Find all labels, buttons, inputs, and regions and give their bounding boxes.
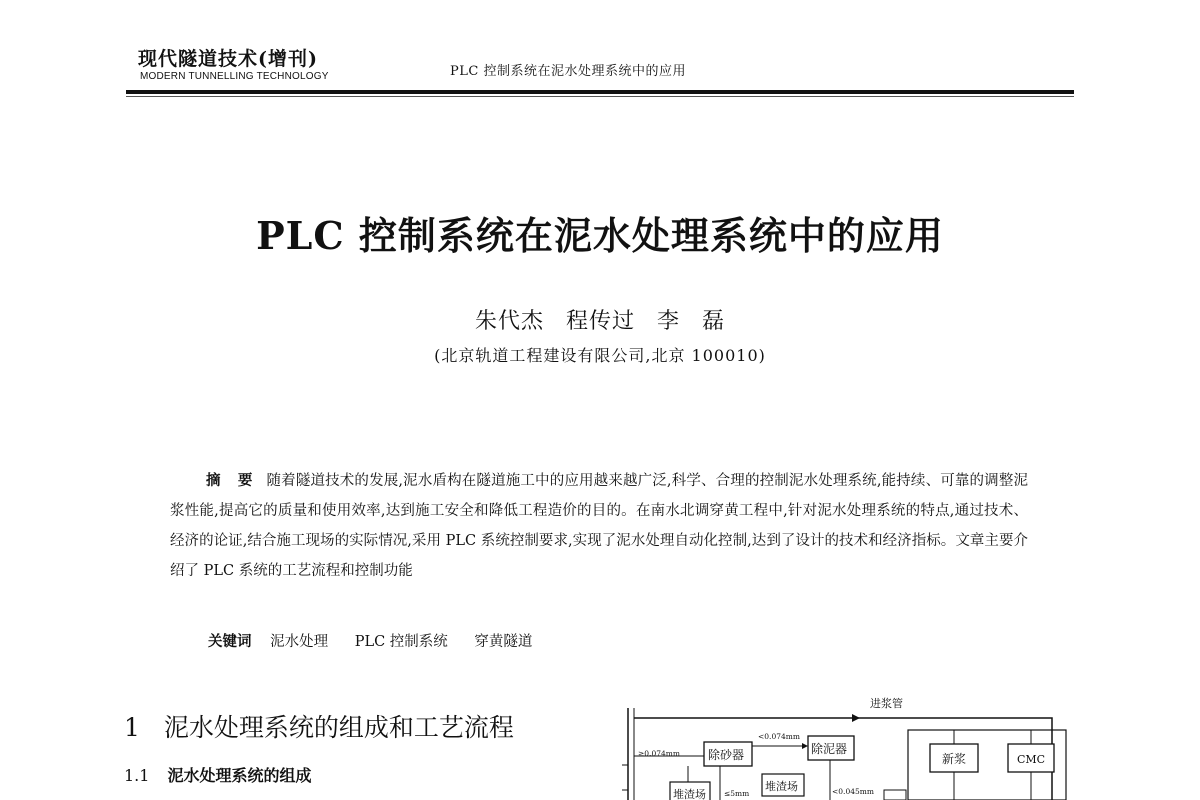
- new-slurry-label: 新浆: [942, 752, 967, 766]
- cmc-label: CMC: [1017, 753, 1046, 766]
- keywords-label: 关键词: [208, 633, 252, 650]
- section-number: 1: [124, 713, 140, 742]
- size-label: <0.074mm: [758, 732, 800, 741]
- desander-label: 除砂器: [708, 748, 745, 762]
- author-list: 朱代杰 程传过 李 磊: [475, 309, 725, 334]
- process-flow-diagram: [612, 690, 1082, 800]
- running-title: PLC 控制系统在泥水处理系统中的应用: [450, 64, 686, 79]
- arrow-head: [852, 714, 860, 722]
- journal-name-english: MODERN TUNNELLING TECHNOLOGY: [140, 71, 329, 82]
- section-title: 泥水处理系统的组成和工艺流程: [163, 713, 514, 742]
- stockpile-left-label: 堆渣场: [673, 788, 706, 800]
- header-rule-thin: [126, 96, 1074, 97]
- keyword-item: 泥水处理: [270, 634, 329, 650]
- paper-title: PLC 控制系统在泥水处理系统中的应用: [256, 213, 944, 258]
- affiliation: (北京轨道工程建设有限公司,北京 100010): [434, 346, 766, 365]
- subsection-heading: [124, 763, 311, 786]
- desilter-label: 除泥器: [811, 742, 848, 756]
- tank-box-partial: [884, 790, 906, 800]
- keywords: [208, 630, 554, 651]
- keyword-item: PLC 控制系统: [354, 634, 448, 650]
- header-rule: [126, 90, 1074, 94]
- subsection-number: 1.1: [124, 766, 150, 785]
- section-heading: [124, 708, 514, 744]
- size-label: ≥0.074mm: [638, 749, 680, 758]
- abstract: [170, 466, 1028, 586]
- arrow-head: [802, 743, 808, 749]
- size-label: <0.045mm: [832, 787, 874, 796]
- abstract-label: 摘 要: [206, 472, 259, 489]
- size-label: ≤5mm: [724, 789, 750, 798]
- pipe-label: 进浆管: [870, 697, 903, 710]
- subsection-title: 泥水处理系统的组成: [167, 766, 312, 785]
- journal-name: 现代隧道技术(增刊): [138, 48, 318, 70]
- stockpile-label: 堆渣场: [765, 780, 798, 793]
- keyword-item: 穿黄隧道: [474, 634, 533, 650]
- abstract-text: 随着隧道技术的发展,泥水盾构在隧道施工中的应用越来越广泛,科学、合理的控制泥水处理系统,能持续、可靠的调整泥浆性能,提高它的质量和使用效率,达到施工安全和降低工程造价的目的。在南水北调穿黄工程中,针对泥水处理系统的特点,通过技术、经济的论证,结合施工现场的实际情况,采用 PLC 系统控制要求,实现了泥水处理自动化控制,达到了设计的技术和经济指标。文章主要介绍了 PLC 系统的工艺流程和控制功能: [170, 473, 1028, 579]
